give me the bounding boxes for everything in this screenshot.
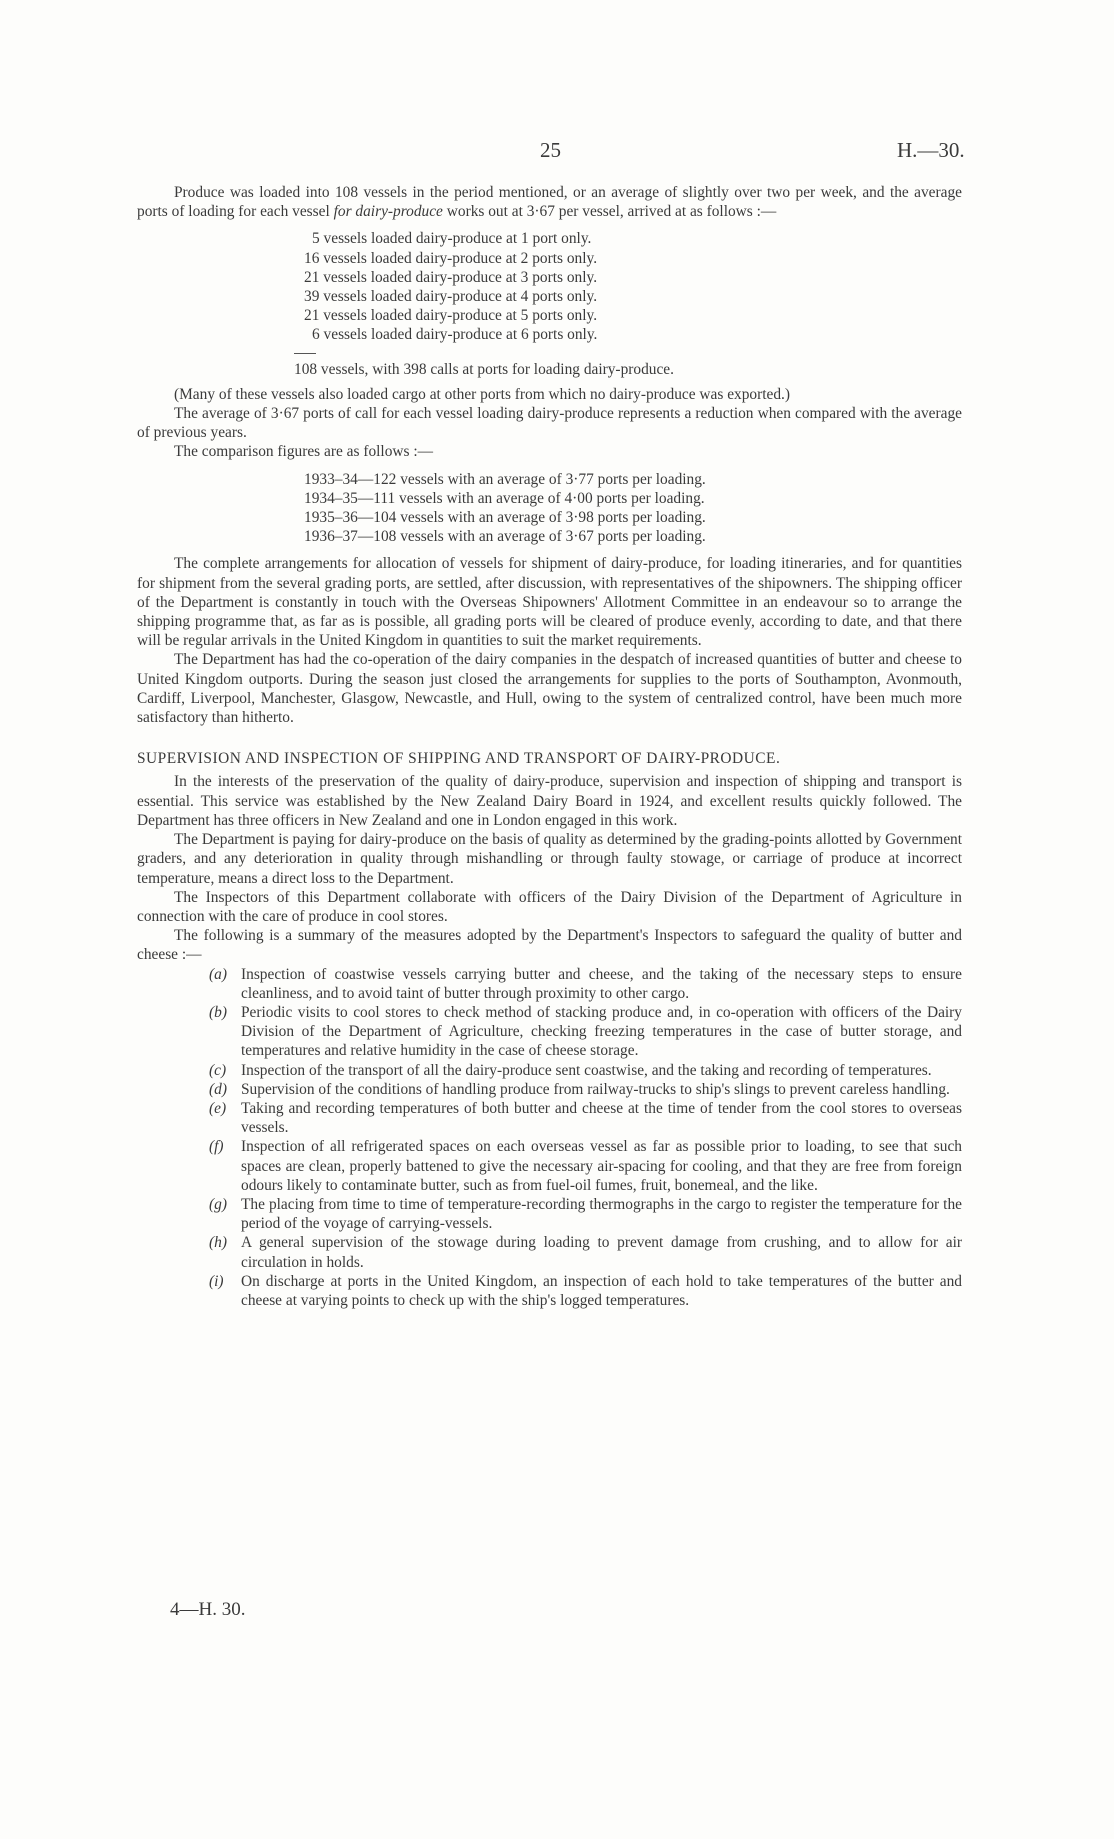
measure-item <box>209 1099 962 1137</box>
measure-item <box>209 965 962 1003</box>
paragraph: The complete arrangements for allocation of vessels for shipment of dairy-produce, for loading itineraries, and for quantities for shipment from the several grading ports, are settled, after discussion, with representatives of the shipowners. The shipping officer of the Department is constantly in touch with the Overseas Shipowners' Allotment Committee in an endeavour so to arrange the shipping programme that, as far as is possible, all grading ports will be cleared of produce evenly, according to date, and that there will be regular arrivals in the United Kingdom in quantities to suit the market requirements. <box>137 555 962 650</box>
total-rule <box>294 353 316 354</box>
list-item: 6 vessels loaded dairy-produce at 6 ports only. <box>312 326 598 344</box>
item-text: On discharge at ports in the United Kingdom, an inspection of each hold to take temperatures of the butter and cheese at varying points to check up with the ship's logged temperatures. <box>241 1272 962 1309</box>
document-code: H.—30. <box>897 138 965 162</box>
item-text: A general supervision of the stowage during loading to prevent damage from crushing, and to allow for air circulation in holds. <box>241 1234 962 1271</box>
intro-text-a: Produce was loaded into 108 vessels in the period mentioned, or an average of slightly over two per week, and the average ports of loading for each vessel <box>137 184 962 221</box>
item-label: (i) <box>209 1272 224 1290</box>
paragraph: The Inspectors of this Department collaborate with officers of the Dairy Division of the Department of Agriculture in connection with the care of produce in cool stores. <box>137 888 962 925</box>
item-label: (f) <box>209 1138 224 1156</box>
measure-item <box>209 1233 962 1271</box>
item-text: Periodic visits to cool stores to check method of stacking produce and, in co-operation with officers of the Dairy Division of the Department of Agriculture, checking freezing temperatures in the case of butter storage, and temperatures and relative humidity in the case of cheese storage. <box>241 1003 962 1060</box>
list-item: 1936–37—108 vessels with an average of 3·67 ports per loading. <box>304 528 706 546</box>
vessel-total: 108 vessels, with 398 calls at ports for loading dairy-produce. <box>294 360 674 378</box>
list-item: 39 vessels loaded dairy-produce at 4 ports only. <box>304 288 598 306</box>
item-label: (e) <box>209 1099 227 1117</box>
paragraph: The following is a summary of the measures adopted by the Department's Inspectors to safeguard the quality of butter and cheese :— <box>137 927 962 964</box>
item-text: The placing from time to time of temperature-recording thermographs in the cargo to register the temperature for the period of the voyage of carrying-vessels. <box>241 1195 962 1233</box>
intro-italic: for dairy-produce <box>333 203 443 221</box>
list-item: 16 vessels loaded dairy-produce at 2 ports only. <box>304 249 598 267</box>
measure-item <box>209 1137 962 1195</box>
paragraph: The comparison figures are as follows :— <box>174 443 434 461</box>
paragraph: The average of 3·67 ports of call for each vessel loading dairy-produce represents a reduction when compared with the average of previous years. <box>137 405 962 442</box>
paragraph: The Department has had the co-operation of the dairy companies in the despatch of increased quantities of butter and cheese to United Kingdom outports. During the season just closed the arrangements for supplies to the ports of Southampton, Avonmouth, Cardiff, Liverpool, Manchester, Glasgow, Newcastle, and Hull, owing to the system of centralized control, have been much more satisfactory than hitherto. <box>137 651 962 727</box>
comparison-list <box>304 470 962 547</box>
document-body <box>137 183 962 1310</box>
item-label: (c) <box>209 1061 227 1079</box>
list-item: 5 vessels loaded dairy-produce at 1 port only. <box>312 230 592 248</box>
paragraph: The Department is paying for dairy-produce on the basis of quality as determined by the grading-points allotted by Government graders, and any deterioration in quality through mishandling or through faulty stowage, or carriage of produce at incorrect temperature, means a direct loss to the Department. <box>137 831 962 887</box>
item-label: (b) <box>209 1003 227 1021</box>
list-item: 21 vessels loaded dairy-produce at 5 ports only. <box>304 307 598 325</box>
measure-item <box>209 1195 962 1233</box>
item-label: (h) <box>209 1234 227 1252</box>
page-number: 25 <box>540 138 561 162</box>
item-label: (g) <box>209 1195 227 1213</box>
list-item: 21 vessels loaded dairy-produce at 3 ports only. <box>304 268 598 286</box>
section-heading: SUPERVISION AND INSPECTION OF SHIPPING AND TRANSPORT OF DAIRY-PRODUCE. <box>137 750 781 768</box>
list-item: 1935–36—104 vessels with an average of 3·98 ports per loading. <box>304 509 706 527</box>
measure-item <box>209 1061 962 1080</box>
measure-item <box>209 1080 962 1099</box>
item-label: (a) <box>209 965 227 983</box>
paragraph: (Many of these vessels also loaded cargo at other ports from which no dairy-produce was exported.) <box>174 385 791 403</box>
footer-code: 4—H. 30. <box>170 1599 246 1620</box>
item-text: Supervision of the conditions of handling produce from railway-trucks to ship's slings to prevent careless handling. <box>241 1080 950 1098</box>
paragraph: In the interests of the preservation of the quality of dairy-produce, supervision and inspection of shipping and transport is essential. This service was established by the New Zealand Dairy Board in 1924, and excellent results quickly followed. The Department has three officers in New Zealand and one in London engaged in this work. <box>137 773 962 829</box>
measure-item <box>209 1272 962 1310</box>
vessel-list <box>304 229 724 344</box>
list-item: 1934–35—111 vessels with an average of 4·00 ports per loading. <box>304 489 705 507</box>
item-text: Taking and recording temperatures of both butter and cheese at the time of tender from the cool stores to overseas vessels. <box>241 1099 962 1137</box>
list-item: 1933–34—122 vessels with an average of 3·77 ports per loading. <box>304 470 706 488</box>
intro-paragraph <box>137 183 962 221</box>
item-text: Inspection of the transport of all the dairy-produce sent coastwise, and the taking and recording of temperatures. <box>241 1061 932 1079</box>
item-text: Inspection of coastwise vessels carrying butter and cheese, and the taking of the necessary steps to ensure cleanliness, and to avoid taint of butter through proximity to other cargo. <box>241 965 962 1002</box>
item-text: Inspection of all refrigerated spaces on each overseas vessel as far as possible prior to loading, to see that such spaces are clean, properly battened to give the necessary air-spacing for cooling, and that they are free from foreign odours likely to contaminate butter, such as from fuel-oil fumes, fruit, bonemeal, and the like. <box>241 1138 962 1194</box>
measure-item <box>209 1003 962 1061</box>
intro-text-b: works out at 3·67 per vessel, arrived at as follows :— <box>442 203 777 221</box>
measures-list <box>137 965 962 1311</box>
item-label: (d) <box>209 1080 227 1098</box>
